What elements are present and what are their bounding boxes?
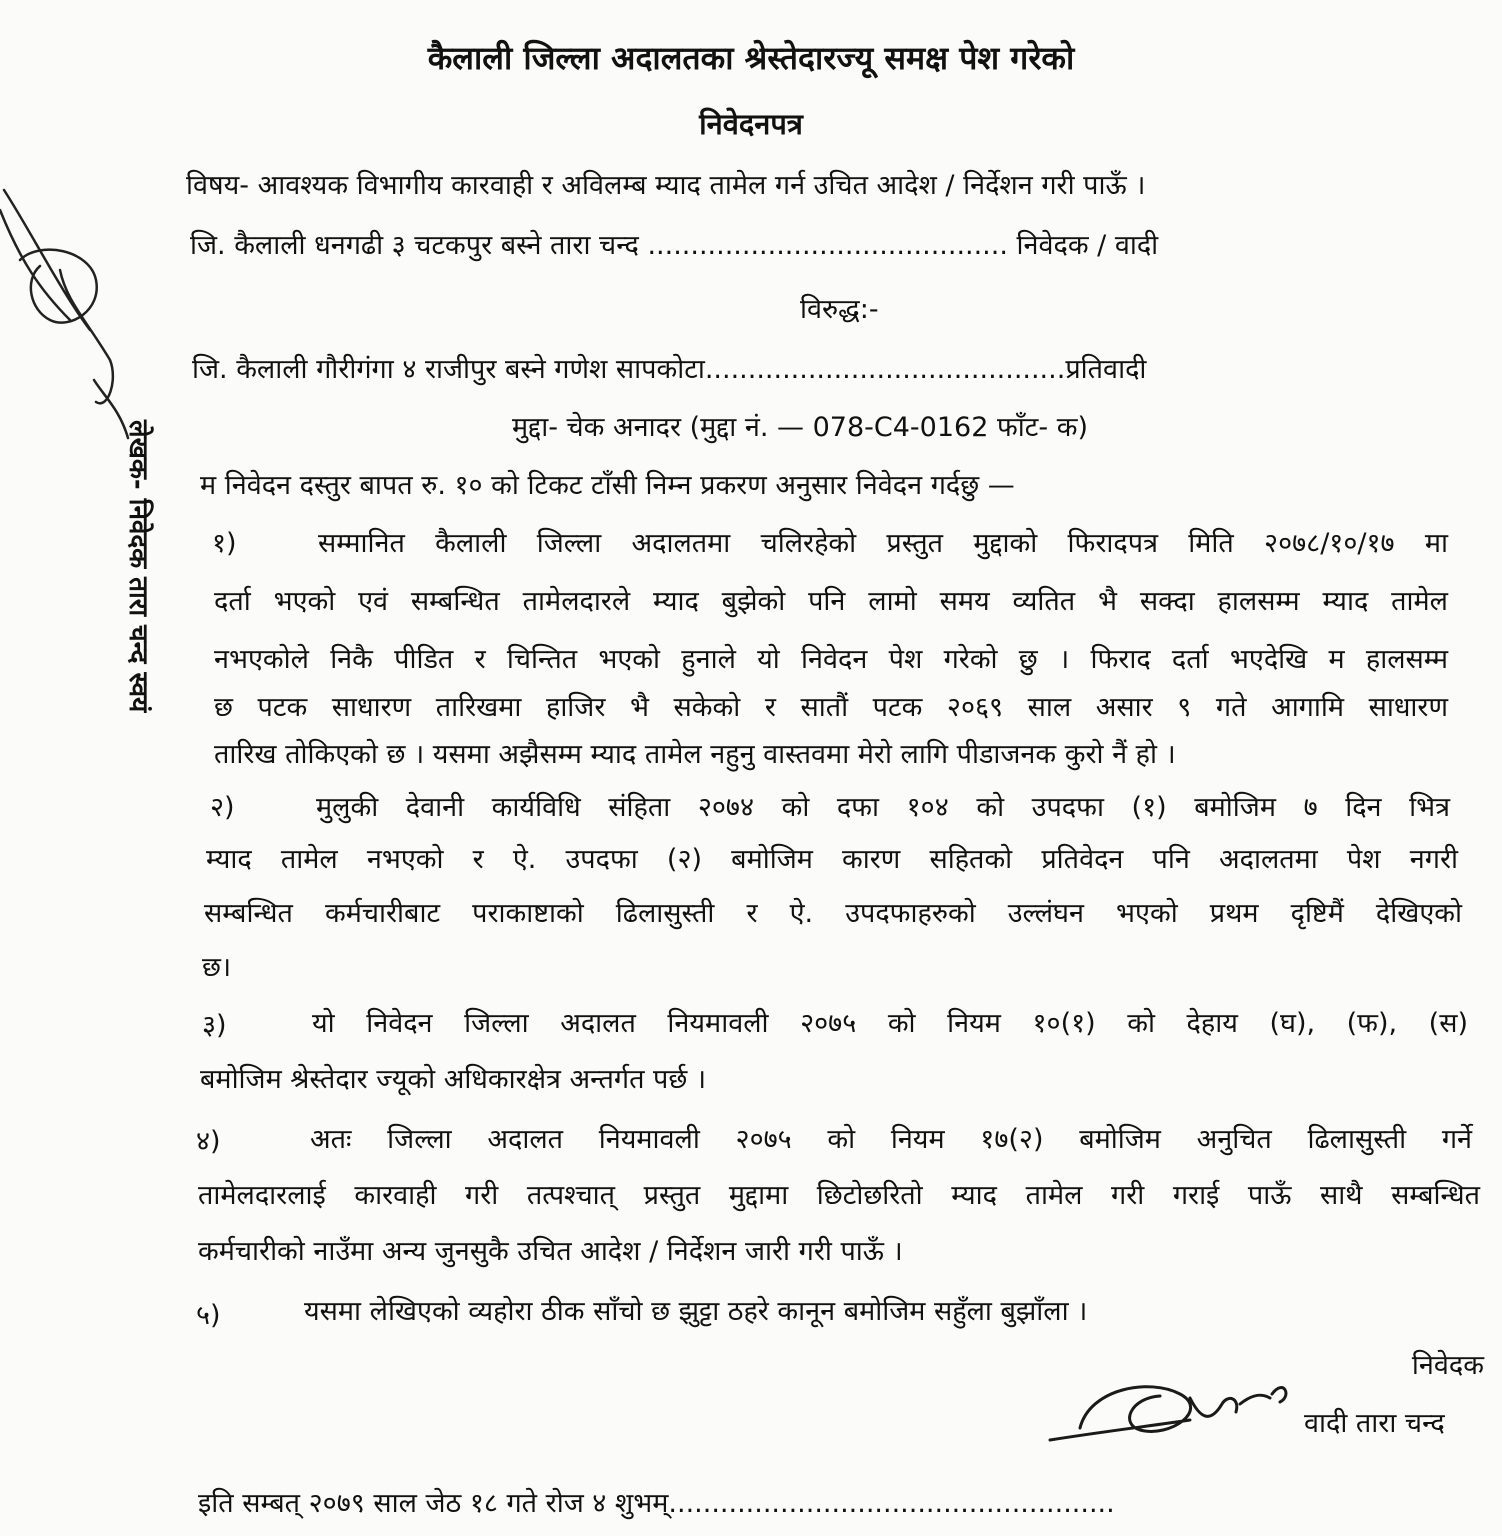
paragraph-line: दर्ता भएको एवं सम्बन्धित तामेलदारले म्याद बुझेको पनि लामो समय व्यतित भै सक्दा हालसम्म म्याद तामेल [214,586,1448,617]
paragraph-line: छ पटक साधारण तारिखमा हाजिर भै सकेको र सातौं पटक २०६९ साल असार ९ गते आगामि साधारण [214,692,1448,723]
margin-signature [0,170,150,460]
paragraph-number: ३) [202,1010,227,1041]
date-line [198,1484,1115,1524]
signatory-name: वादी तारा चन्द [1304,1408,1445,1439]
paragraph-line: म्याद तामेल नभएको र ऐ. उपदफा (२) बमोजिम कारण सहितको प्रतिवेदन पनि अदालतमा पेश नगरी [206,844,1458,875]
paragraph-line: यसमा लेखिएको व्यहोरा ठीक साँचो छ झुट्टा ठहरे कानून बमोजिम सहुँला बुझाँला । [304,1296,1088,1327]
paragraph-line: तामेलदारलाई कारवाही गरी तत्पश्चात् प्रस्तुत मुद्दामा छिटोछरितो म्याद तामेल गरी गराई पाऊँ साथै सम्बन्धित [198,1180,1480,1211]
paragraph-number: १) [212,528,237,559]
signature-scribble [1040,1368,1310,1458]
petitioner-dots: .......................................... [647,230,1008,261]
respondent-role: प्रतिवादी [1065,354,1147,385]
paragraph-line: सम्मानित कैलाली जिल्ला अदालतमा चलिरहेको प्रस्तुत मुद्दाको फिरादपत्र मिति २०७८/१०/१७ मा [318,528,1448,559]
paragraph-line: कर्मचारीको नाउँमा अन्य जुनसुकै उचित आदेश / निर्देशन जारी गरी पाऊँ । [198,1236,903,1267]
paragraph-number: २) [210,792,235,823]
paragraph-line: मुलुकी देवानी कार्यविधि संहिता २०७४ को दफा १०४ को उपदफा (१) बमोजिम ७ दिन भित्र [316,792,1450,823]
paragraph-line: अतः जिल्ला अदालत नियमावली २०७५ को नियम १७(२) बमोजिम अनुचित ढिलासुस्ती गर्ने [310,1124,1472,1155]
paragraph-line: तारिख तोकिएको छ । यसमा अझैसम्म म्याद तामेल नहुनु वास्तवमा मेरो लागि पीडाजनक कुरो नैं हो । [214,739,1176,770]
paragraph-number: ५) [196,1300,221,1331]
respondent-text: जि. कैलाली गौरीगंगा ४ राजीपुर बस्ने गणेश सापकोटा [192,354,705,385]
signature-label: निवेदक [1411,1350,1484,1381]
document-type: निवेदनपत्र [699,107,803,141]
document-title: कैलाली जिल्ला अदालतका श्रेस्तेदारज्यू समक्ष पेश गरेको [427,39,1075,77]
margin-note: लेखक- निवेदक तारा चन्द स्वयं [123,420,153,713]
petitioner-line [190,226,1158,266]
versus-label: विरुद्ध:- [800,294,879,325]
petitioner-role: निवेदक / वादी [1007,230,1159,261]
paragraph-line: यो निवेदन जिल्ला अदालत नियमावली २०७५ को नियम १०(१) को देहाय (घ), (फ), (स) [312,1008,1468,1039]
respondent-dots: .......................................... [704,354,1066,385]
date-text: इति सम्बत् २०७९ साल जेठ १८ गते रोज ४ शुभम् [198,1488,669,1519]
paragraph-line: नभएकोले निकै पीडित र चिन्तित भएको हुनाले यो निवेदन पेश गरेको छु । फिराद दर्ता भएदेखि म हालसम्म [214,644,1448,675]
paragraph-number: ४) [196,1126,221,1157]
date-dots: .................................................... [668,1488,1115,1519]
case-line: मुद्दा- चेक अनादर (मुद्दा नं. — 078-C4-0162 फाँट- क) [512,412,1088,443]
paragraph-line: सम्बन्धित कर्मचारीबाट पराकाष्टाको ढिलासुस्ती र ऐ. उपदफाहरुको उल्लंघन भएको प्रथम दृष्टिमैं देखिएको [204,898,1462,929]
respondent-line [192,350,1146,390]
paragraph-line: छ। [202,952,232,983]
paragraph-line: बमोजिम श्रेस्तेदार ज्यूको अधिकारक्षेत्र अन्तर्गत पर्छ । [200,1064,707,1095]
petitioner-text: जि. कैलाली धनगढी ३ चटकपुर बस्ने तारा चन्द [190,230,648,261]
intro-line: म निवेदन दस्तुर बापत रु. १० को टिकट टाँसी निम्न प्रकरण अनुसार निवेदन गर्दछु — [200,470,1015,501]
subject-line: विषय- आवश्यक विभागीय कारवाही र अविलम्ब म्याद तामेल गर्न उचित आदेश / निर्देशन गरी पाऊँ । [186,170,1146,201]
